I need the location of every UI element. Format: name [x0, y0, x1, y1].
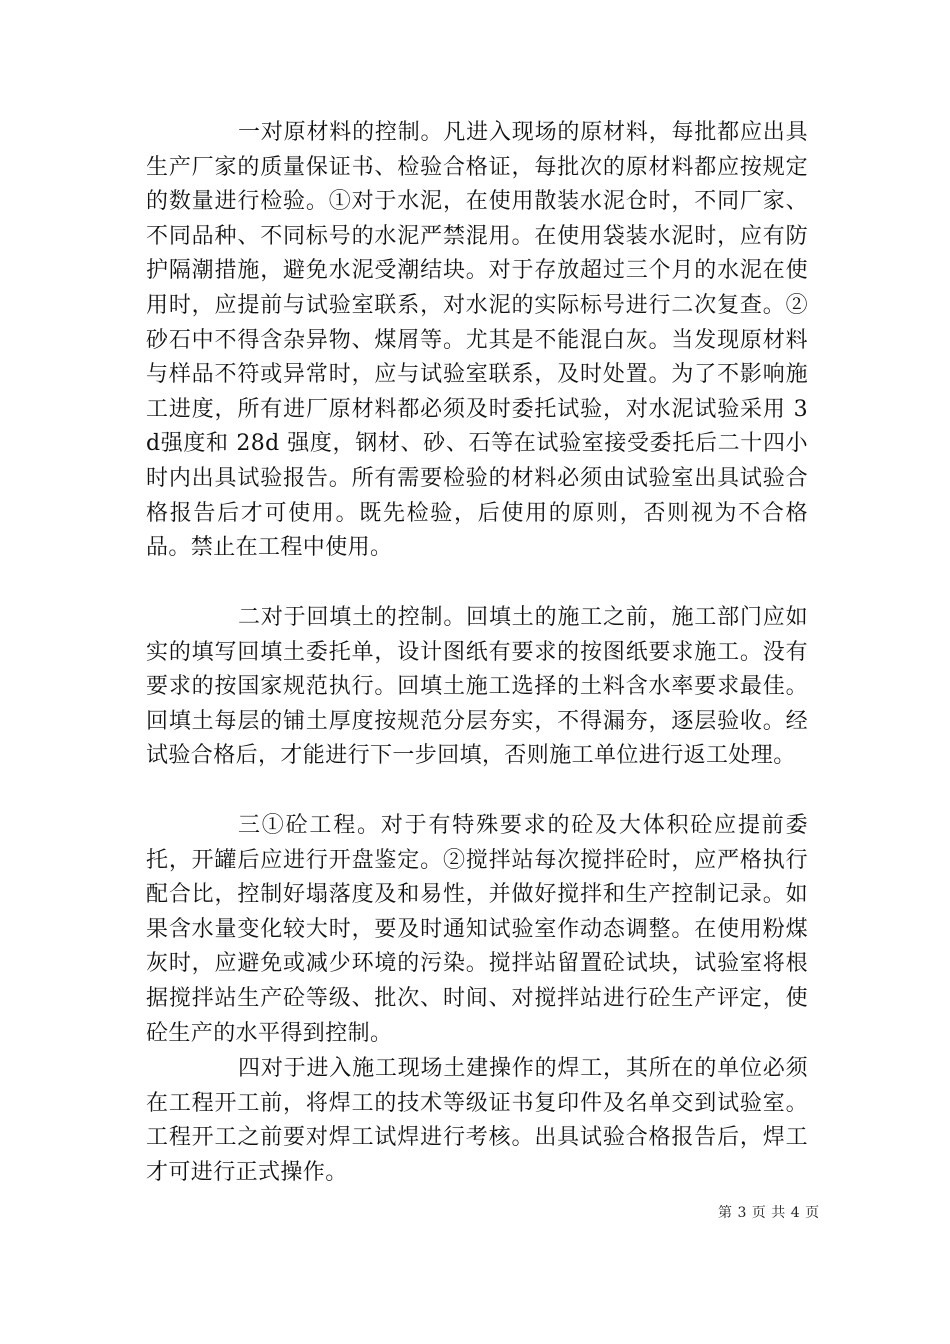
paragraph-backfill: 二对于回填土的控制。回填土的施工之前，施工部门应如实的填写回填土委托单，设计图纸有要求的按图纸要求施工。没有要求的按国家规范执行。回填土施工选择的土料含水率要求最佳。回填土每层的铺土厚度按规范分层夯实，不得漏夯，逐层验收。经试验合格后，才能进行下一步回填，否则施工单位进行返工处理。 [146, 605, 808, 769]
paragraph-raw-materials: 一对原材料的控制。凡进入现场的原材料，每批都应出具生产厂家的质量保证书、检验合格证，每批次的原材料都应按规定的数量进行检验。①对于水泥，在使用散装水泥仓时，不同厂家、不同品种、不同标号的水泥严禁混用。在使用袋装水泥时，应有防护隔潮措施，避免水泥受潮结块。对于存放超过三个月的水泥在使用时，应提前与试验室联系，对水泥的实际标号进行二次复查。②砂石中不得含杂异物、煤屑等。尤其是不能混白灰。当发现原材料与样品不符或异常时，应与试验室联系，及时处置。为了不影响施工进度，所有进厂原材料都必须及时委托试验，对水泥试验采用 3d强度和 28d 强度，钢材、砂、石等在试验室接受委托后二十四小时内出具试验报告。所有需要检验的材料必须由试验室出具试验合格报告后才可使用。既先检验，后使用的原则，否则视为不合格品。禁止在工程中使用。 [146, 120, 808, 561]
page-number: 第 3 页 共 4 页 [718, 1205, 820, 1221]
paragraph-concrete: 三①砼工程。对于有特殊要求的砼及大体积砼应提前委托，开罐后应进行开盘鉴定。②搅拌站每次搅拌砼时，应严格执行配合比，控制好塌落度及和易性，并做好搅拌和生产控制记录。如果含水量变化较大时，要及时通知试验室作动态调整。在使用粉煤灰时，应避免或减少环境的污染。搅拌站留置砼试块，试验室将根据搅拌站生产砼等级、批次、时间、对搅拌站进行砼生产评定，使砼生产的水平得到控制。 [146, 813, 808, 1046]
paragraph-welders: 四对于进入施工现场土建操作的焊工，其所在的单位必须在工程开工前，将焊工的技术等级证书复印件及名单交到试验室。工程开工之前要对焊工试焊进行考核。出具试验合格报告后，焊工才可进行正式操作。 [146, 1056, 808, 1185]
